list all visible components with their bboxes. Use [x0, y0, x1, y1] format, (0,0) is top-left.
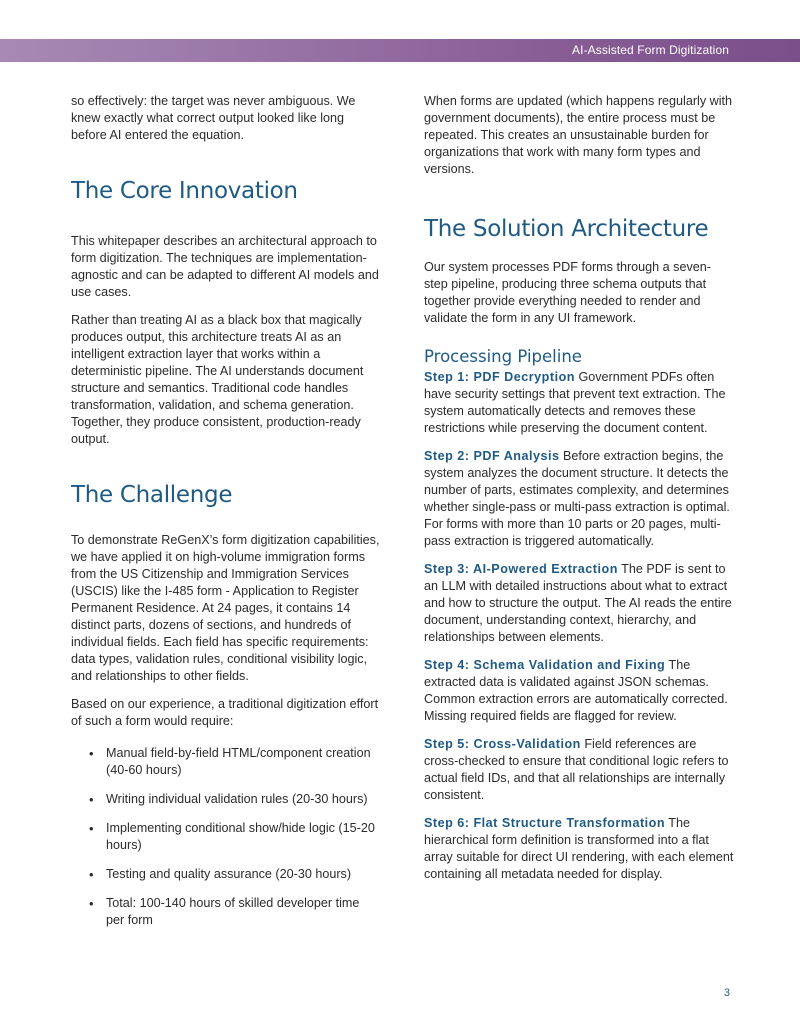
step-1-paragraph: [424, 369, 734, 437]
solution-paragraph: Our system processes PDF forms through a seven-step pipeline, producing three schema outputs that together provide everything needed to render and validate the form in any UI framework.: [424, 260, 711, 325]
update-paragraph: When forms are updated (which happens regularly with government documents), the entire process must be repeated. This creates an unsustainable burden for organizations that work with many form types and versions.: [424, 94, 733, 176]
page-number: 3: [723, 987, 730, 999]
step-3-paragraph: [424, 561, 734, 646]
list-item: • Testing and quality assurance (20-30 hours): [71, 866, 381, 883]
step-4-paragraph: [424, 657, 734, 725]
step-1-text: Government PDFs often have security settings that prevent text extraction. The system automatically detects and removes these restrictions while preserving the document content.: [424, 370, 726, 435]
core-paragraph-1: This whitepaper describes an architectural approach to form digitization. The techniques are implementation-agnostic and can be adapted to different AI models and use cases.: [71, 234, 379, 299]
step-1-label: Step 1: PDF Decryption: [424, 370, 575, 384]
step-3-text: The PDF is sent to an LLM with detailed instructions about what to extract and how to structure the output. The AI reads the entire document, understanding context, hierarchy, and relationships between elements.: [424, 562, 732, 644]
step-3-label: Step 3: AI-Powered Extraction: [424, 562, 618, 576]
intro-paragraph: so effectively: the target was never ambiguous. We knew exactly what correct output looked like long before AI entered the equation.: [71, 94, 356, 142]
step-4-text: The extracted data is validated against JSON schemas. Common extraction errors are automatically corrected. Missing required fields are flagged for review.: [424, 658, 728, 723]
core-innovation-heading: The Core Innovation: [71, 178, 298, 204]
step-2-text: Before extraction begins, the system analyzes the document structure. It detects the number of parts, estimates complexity, and determines whether single-pass or multi-pass extraction is optimal. For forms with more than 10 parts or 20 pages, multi-pass extraction is triggered automatically.: [424, 449, 730, 548]
challenge-paragraph-1: To demonstrate ReGenX’s form digitization capabilities, we have applied it on high-volume immigration forms from the US Citizenship and Immigration Services (USCIS) like the I-485 form - Application to Register Permanent Residence. At 24 pages, it contains 14 distinct parts, dozens of sections, and hundreds of individual fields. Each field has specific requirements: data types, validation rules, conditional visibility logic, and relationships to other fields.: [71, 533, 380, 683]
list-item: • Total: 100-140 hours of skilled developer time per form: [71, 895, 381, 929]
effort-bullet-list: [71, 745, 381, 929]
right-column: [424, 93, 734, 883]
left-column: [71, 93, 381, 929]
step-2-paragraph: [424, 448, 734, 550]
challenge-paragraph-2: Based on our experience, a traditional digitization effort of such a form would require:: [71, 697, 379, 728]
step-6-label: Step 6: Flat Structure Transformation: [424, 816, 666, 830]
header-band: [0, 39, 800, 62]
step-4-label: Step 4: Schema Validation and Fixing: [424, 658, 666, 672]
list-item: • Implementing conditional show/hide logic (15-20 hours): [71, 820, 381, 854]
step-5-label: Step 5: Cross-Validation: [424, 737, 581, 751]
step-6-text: The hierarchical form definition is transformed into a flat array suitable for direct UI rendering, with each element containing all metadata needed for display.: [424, 816, 734, 881]
solution-architecture-heading: The Solution Architecture: [424, 216, 709, 242]
step-5-text: Field references are cross-checked to ensure that conditional logic refers to actual field IDs, and that all relationships are internally consistent.: [424, 737, 729, 802]
step-6-paragraph: [424, 815, 734, 883]
step-5-paragraph: [424, 736, 734, 804]
list-item: • Writing individual validation rules (20-30 hours): [71, 791, 381, 808]
challenge-heading: The Challenge: [71, 482, 233, 508]
core-paragraph-2: Rather than treating AI as a black box that magically produces output, this architecture treats AI as an intelligent extraction layer that works within a deterministic pipeline. The AI understands document structure and semantics. Traditional code handles transformation, validation, and schema generation. Together, they produce consistent, production-ready output.: [71, 313, 364, 446]
processing-pipeline-heading: Processing Pipeline: [424, 347, 582, 366]
running-header-title: AI-Assisted Form Digitization: [572, 43, 729, 57]
list-item: • Manual field-by-field HTML/component creation (40-60 hours): [71, 745, 381, 779]
step-2-label: Step 2: PDF Analysis: [424, 449, 560, 463]
